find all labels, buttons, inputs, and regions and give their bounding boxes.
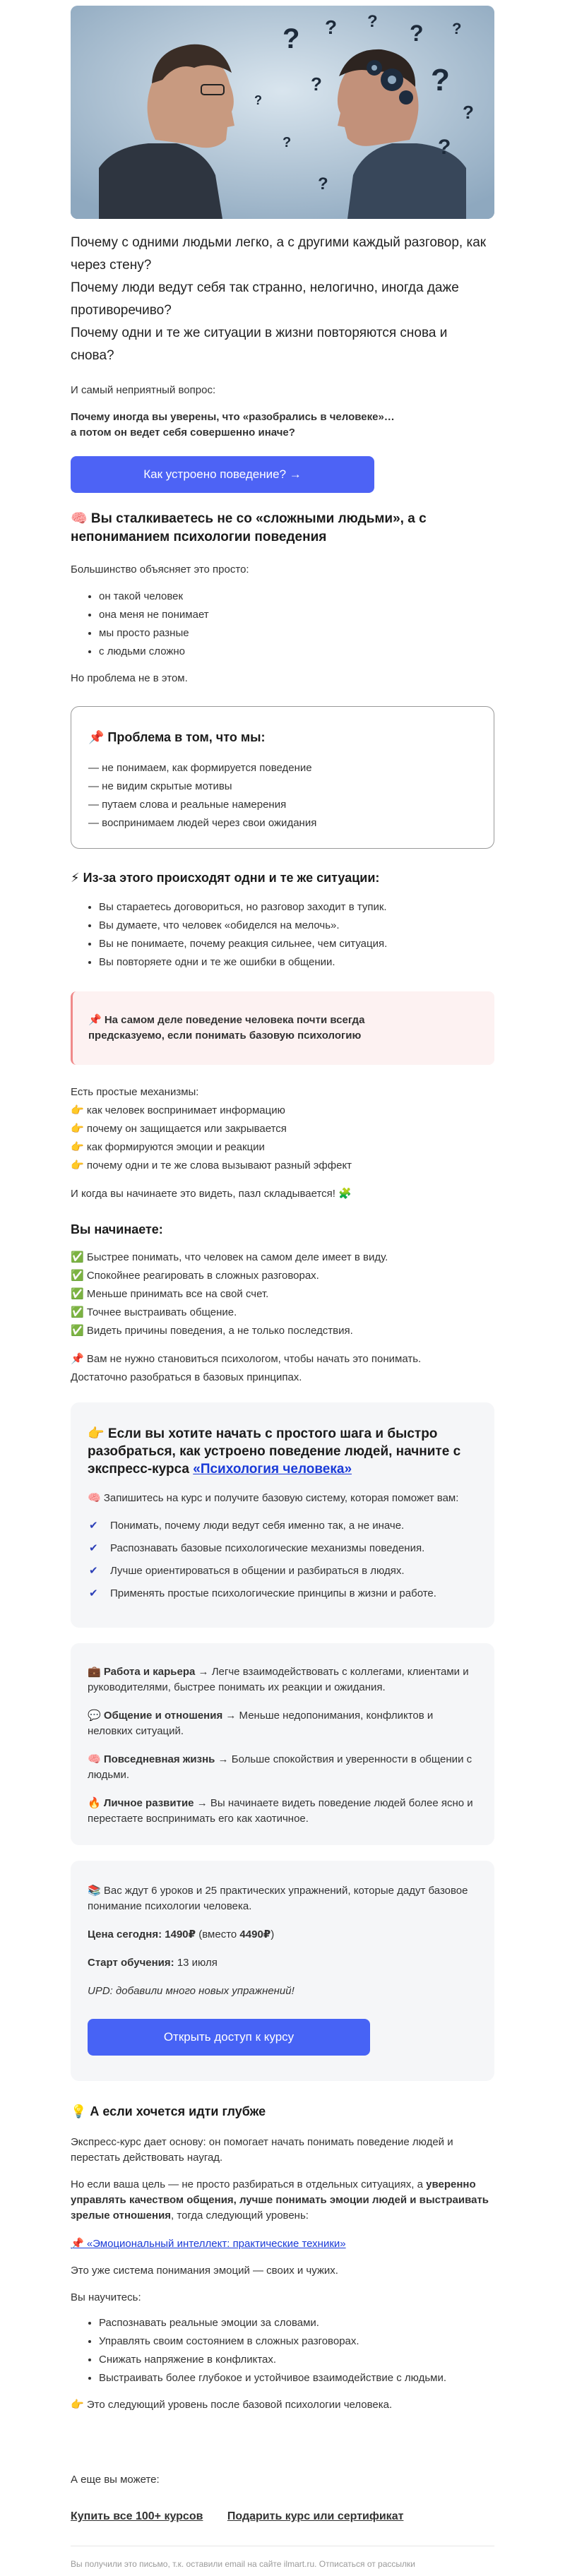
deeper-p2-suffix: , тогда следующий уровень:	[171, 2210, 309, 2222]
benefit-check-item: ✅ Точнее выстраивать общение.	[71, 1306, 237, 1318]
deeper-title: 💡 А если хочется идти глубже	[71, 2104, 266, 2118]
buy-all-courses-link[interactable]: Купить все 100+ курсов	[71, 2510, 203, 2522]
offer-checklist	[88, 1515, 477, 1605]
callout-line: 📌 На самом деле поведение человека почти всегда	[88, 1014, 365, 1026]
intro-line: Почему одни и те же ситуации в жизни повторяются снова и снова?	[71, 326, 448, 363]
price-old: 4490₽	[239, 1928, 271, 1940]
price-end: )	[270, 1928, 275, 1940]
deeper-p2-bold: уверенно управлять качеством общения, лучше понимать эмоции людей и выстраивать зрелые отношения	[71, 2178, 489, 2222]
start-date: 13 июля	[177, 1957, 218, 1969]
deeper-p2	[71, 2177, 494, 2224]
start-note-line: 📌 Вам не нужно становиться психологом, чтобы начать это понимать.	[71, 1353, 422, 1365]
section1-title: 🧠 Вы сталкиваетесь не со «сложными людьми», а с непониманием психологии поведения	[71, 511, 427, 544]
question-block	[71, 410, 494, 441]
deeper-p2-text: Но если ваша цель — не просто разбираться в отдельных ситуациях, а	[71, 2178, 427, 2190]
hero-illustration	[71, 6, 494, 219]
check-icon: ✔	[89, 1587, 98, 1599]
deeper-outro: 👉 Это следующий уровень после базовой психологии человека.	[71, 2399, 393, 2411]
learn-lead: Вы научитесь:	[71, 2291, 141, 2303]
benefit-check-item: ✅ Быстрее понимать, что человек на самом деле имеет в виду.	[71, 1251, 388, 1263]
section2-list	[71, 898, 494, 972]
svg-text:?: ?	[431, 63, 450, 97]
benefit-label: 💼 Работа и карьера	[88, 1666, 196, 1678]
benefit-text: → Больше спокойствия и уверенности в общении с людьми.	[88, 1753, 472, 1781]
check-item	[88, 1537, 477, 1560]
mechanisms-outro: И когда вы начинаете это видеть, пазл складывается! 🧩	[71, 1188, 352, 1200]
check-icon: ✔	[89, 1542, 98, 1554]
section1-list	[71, 588, 494, 661]
svg-text:?: ?	[410, 20, 424, 46]
unsubscribe-link[interactable]: Отписаться от рассылки	[319, 2559, 415, 2569]
check-item	[88, 1515, 477, 1537]
footer-also: А еще вы можете:	[71, 2474, 160, 2486]
mechanism-item: 👉 почему он защищается или закрывается	[71, 1123, 287, 1135]
list-item: • мы просто разные	[99, 624, 494, 643]
question-line: а потом он ведет себя совершенно иначе?	[71, 427, 295, 439]
benefit-item	[88, 1796, 477, 1827]
mechanism-item: 👉 почему одни и те же слова вызывают разный эффект	[71, 1159, 352, 1171]
list-item: • Снижать напряжение в конфликтах.	[99, 2351, 494, 2369]
section1-lead: Большинство объясняет это просто:	[71, 564, 249, 576]
price-now: 1490₽	[165, 1928, 196, 1940]
mechanisms	[71, 1083, 494, 1175]
intro-questions	[71, 232, 494, 367]
behavior-cta-button[interactable]: Как устроено поведение? →	[71, 456, 374, 493]
site-link[interactable]: ilmart.ru	[283, 2559, 315, 2569]
section1-outro: Но проблема не в этом.	[71, 672, 188, 684]
svg-text:?: ?	[452, 20, 462, 37]
benefit-check-item: ✅ Видеть причины поведения, а не только последствия.	[71, 1325, 353, 1337]
open-access-button[interactable]: Открыть доступ к курсу	[88, 2019, 370, 2056]
benefit-text: → Меньше недопонимания, конфликтов и неловких ситуаций.	[88, 1710, 434, 1737]
svg-text:?: ?	[438, 136, 451, 159]
list-item: • она меня не понимает	[99, 606, 494, 624]
learn-list	[71, 2314, 494, 2387]
intro-line: Почему люди ведут себя так странно, нелогично, иногда даже противоречиво?	[71, 280, 459, 318]
benefit-check-item: ✅ Спокойнее реагировать в сложных разговорах.	[71, 1270, 319, 1282]
price-mid: (вместо	[198, 1928, 237, 1940]
hero-image	[71, 6, 494, 219]
check-icon: ✔	[89, 1520, 98, 1532]
question-intro: И самый неприятный вопрос:	[71, 384, 216, 396]
start-label: Старт обучения:	[88, 1957, 174, 1969]
price-line	[88, 1927, 477, 1943]
check-text: Распознавать базовые психологические механизмы поведения.	[110, 1542, 425, 1554]
benefit-label: 💬 Общение и отношения	[88, 1710, 223, 1722]
svg-text:?: ?	[463, 102, 474, 123]
list-item: • с людьми сложно	[99, 643, 494, 661]
deeper-p3: Это уже система понимания эмоций — своих и чужих.	[71, 2265, 338, 2277]
list-item: • Распознавать реальные эмоции за словами.	[99, 2314, 494, 2332]
mechanisms-lead: Есть простые механизмы:	[71, 1086, 199, 1098]
benefit-item	[88, 1752, 477, 1783]
benefit-text: → Вы начинаете видеть поведение людей более ясно и перестаете воспринимать его как хаотичное.	[88, 1797, 473, 1825]
start-title: Вы начинаете:	[71, 1222, 163, 1236]
svg-text:?: ?	[367, 12, 378, 31]
price-label: Цена сегодня:	[88, 1928, 162, 1940]
section2-title: ⚡ Из-за этого происходят одни и те же ситуации:	[71, 871, 380, 885]
check-item	[88, 1560, 477, 1582]
benefits-box	[71, 1643, 494, 1845]
check-item	[88, 1582, 477, 1605]
mechanism-item: 👉 как человек воспринимает информацию	[71, 1104, 285, 1116]
benefit-check-item: ✅ Меньше принимать все на свой счет.	[71, 1288, 269, 1300]
question-line: Почему иногда вы уверены, что «разобрались в человеке»…	[71, 411, 395, 423]
email-body	[71, 6, 494, 2570]
deeper-p1: Экспресс-курс дает основу: он помогает начать понимать поведение людей и перестать действовать наугад.	[71, 2136, 453, 2164]
problem-line: — путаем слова и реальные намерения	[88, 799, 287, 811]
offer-lead: 🧠 Запишитесь на курс и получите базовую систему, которая поможет вам:	[88, 1492, 459, 1504]
svg-text:?: ?	[282, 135, 292, 150]
benefit-label: 🧠 Повседневная жизнь	[88, 1753, 215, 1765]
insight-callout	[71, 991, 494, 1065]
gift-course-link[interactable]: Подарить курс или сертификат	[227, 2510, 404, 2522]
start-note	[71, 1350, 494, 1387]
problem-box	[71, 706, 494, 849]
check-text: Понимать, почему люди ведут себя именно так, а не иначе.	[110, 1520, 405, 1532]
start-list	[71, 1248, 494, 1340]
benefit-item	[88, 1708, 477, 1739]
problem-line: — не понимаем, как формируется поведение	[88, 762, 312, 774]
svg-text:?: ?	[311, 73, 322, 95]
problem-line: — воспринимаем людей через свои ожидания	[88, 817, 317, 829]
update-note: UPD: добавили много новых упражнений!	[88, 1985, 295, 1997]
start-note-line: Достаточно разобраться в базовых принципах.	[71, 1371, 302, 1383]
price-intro: 📚 Вас ждут 6 уроков и 25 практических упражнений, которые дадут базовое понимание психологии человека.	[88, 1885, 468, 1912]
problem-title: 📌 Проблема в том, что мы:	[88, 730, 266, 744]
svg-text:?: ?	[254, 93, 262, 107]
footer-links	[71, 2510, 494, 2523]
check-text: Лучше ориентироваться в общении и разбираться в людях.	[110, 1565, 405, 1577]
mechanism-item: 👉 как формируются эмоции и реакции	[71, 1141, 265, 1153]
callout-line: предсказуемо, если понимать базовую психологию	[88, 1030, 362, 1042]
price-box	[71, 1861, 494, 2081]
unsub-text: Вы получили это письмо, т.к. оставили email на сайте	[71, 2559, 284, 2569]
problem-line: — не видим скрытые мотивы	[88, 780, 232, 792]
list-item: • Вы повторяете одни и те же ошибки в общении.	[99, 953, 494, 972]
list-item: • Выстраивать более глубокое и устойчивое взаимодействие с людьми.	[99, 2369, 494, 2387]
list-item: • Вы думаете, что человек «обиделся на мелочь».	[99, 917, 494, 935]
ei-course-line	[71, 2236, 494, 2252]
list-item: • он такой человек	[99, 588, 494, 606]
offer-box	[71, 1402, 494, 1628]
intro-line: Почему с одними людьми легко, а с другими каждый разговор, как через стену?	[71, 235, 487, 273]
unsubscribe-bar: Вы получили это письмо, т.к. оставили email на сайте ilmart.ru. Отписаться от рассылки	[71, 2546, 494, 2570]
offer-title-text: 👉 Если вы хотите начать с простого шага и быстро разобраться, как устроено поведение людей, начните с экспресс-курса	[88, 1426, 461, 1477]
benefit-item	[88, 1664, 477, 1695]
svg-text:?: ?	[318, 174, 328, 193]
list-item: • Вы стараетесь договориться, но разговор заходит в тупик.	[99, 898, 494, 917]
svg-text:?: ?	[325, 16, 338, 38]
benefit-text: → Легче взаимодействовать с коллегами, клиентами и руководителями, быстрее понимать их реакции и ожидания.	[88, 1666, 469, 1693]
check-icon: ✔	[89, 1565, 98, 1577]
list-item: • Вы не понимаете, почему реакция сильнее, чем ситуация.	[99, 935, 494, 953]
svg-text:?: ?	[282, 23, 300, 54]
offer-title	[88, 1425, 477, 1478]
benefit-label: 🔥 Личное развитие	[88, 1797, 194, 1809]
list-item: • Управлять своим состоянием в сложных разговорах.	[99, 2332, 494, 2351]
course-link[interactable]: «Психология человека»	[193, 1462, 352, 1477]
check-text: Применять простые психологические принципы в жизни и работе.	[110, 1587, 436, 1599]
ei-course-link[interactable]: 📌 «Эмоциональный интеллект: практические техники»	[71, 2238, 346, 2250]
start-date-line	[88, 1955, 477, 1971]
